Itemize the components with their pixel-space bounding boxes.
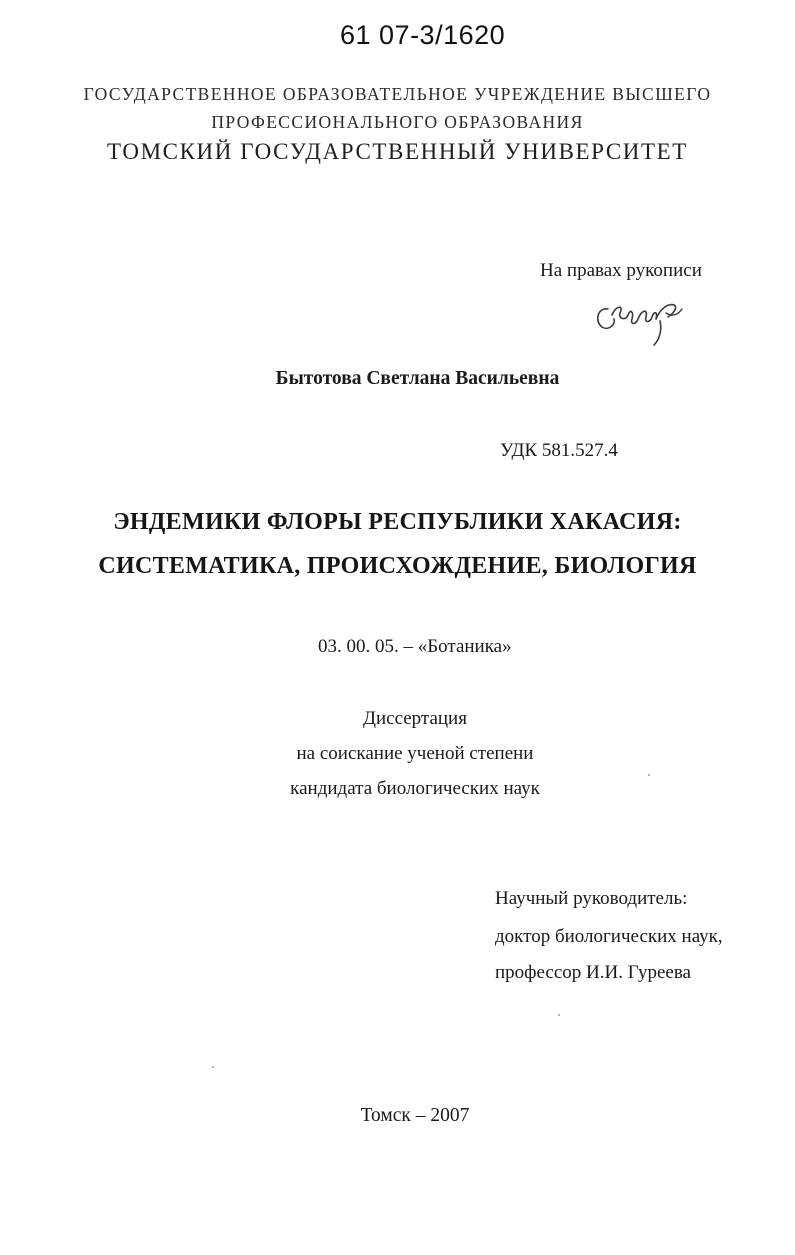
handwritten-signature-icon [590, 295, 690, 350]
scan-speck [212, 1066, 214, 1068]
thesis-title-line-1: ЭНДЕМИКИ ФЛОРЫ РЕСПУБЛИКИ ХАКАСИЯ: [113, 509, 682, 535]
supervisor-name: профессор И.И. Гуреева [495, 962, 691, 983]
specialty-code: 03. 00. 05. – «Ботаника» [318, 636, 512, 657]
author-name: Бытотова Светлана Васильевна [275, 368, 560, 389]
scan-speck [648, 774, 650, 776]
degree-purpose: на соискание ученой степени [296, 743, 534, 764]
supervisor-heading: Научный руководитель: [495, 888, 688, 909]
university-name: ТОМСКИЙ ГОСУДАРСТВЕННЫЙ УНИВЕРСИТЕТ [107, 139, 688, 164]
organization-line-2: ПРОФЕССИОНАЛЬНОГО ОБРАЗОВАНИЯ [211, 112, 584, 132]
archive-code: 61 07-3/1620 [340, 20, 506, 50]
city-year: Томск – 2007 [360, 1105, 470, 1126]
udk-code: УДК 581.527.4 [500, 440, 618, 461]
dissertation-label: Диссертация [363, 708, 467, 729]
organization-line-1: ГОСУДАРСТВЕННОЕ ОБРАЗОВАТЕЛЬНОЕ УЧРЕЖДЕНИЕ ВЫСШЕГО [83, 84, 712, 104]
manuscript-rights-note: На правах рукописи [540, 260, 702, 281]
supervisor-degree: доктор биологических наук, [495, 926, 723, 947]
degree-name: кандидата биологических наук [290, 778, 540, 799]
scan-speck [558, 1014, 560, 1016]
thesis-title-line-2: СИСТЕМАТИКА, ПРОИСХОЖДЕНИЕ, БИОЛОГИЯ [98, 553, 697, 579]
